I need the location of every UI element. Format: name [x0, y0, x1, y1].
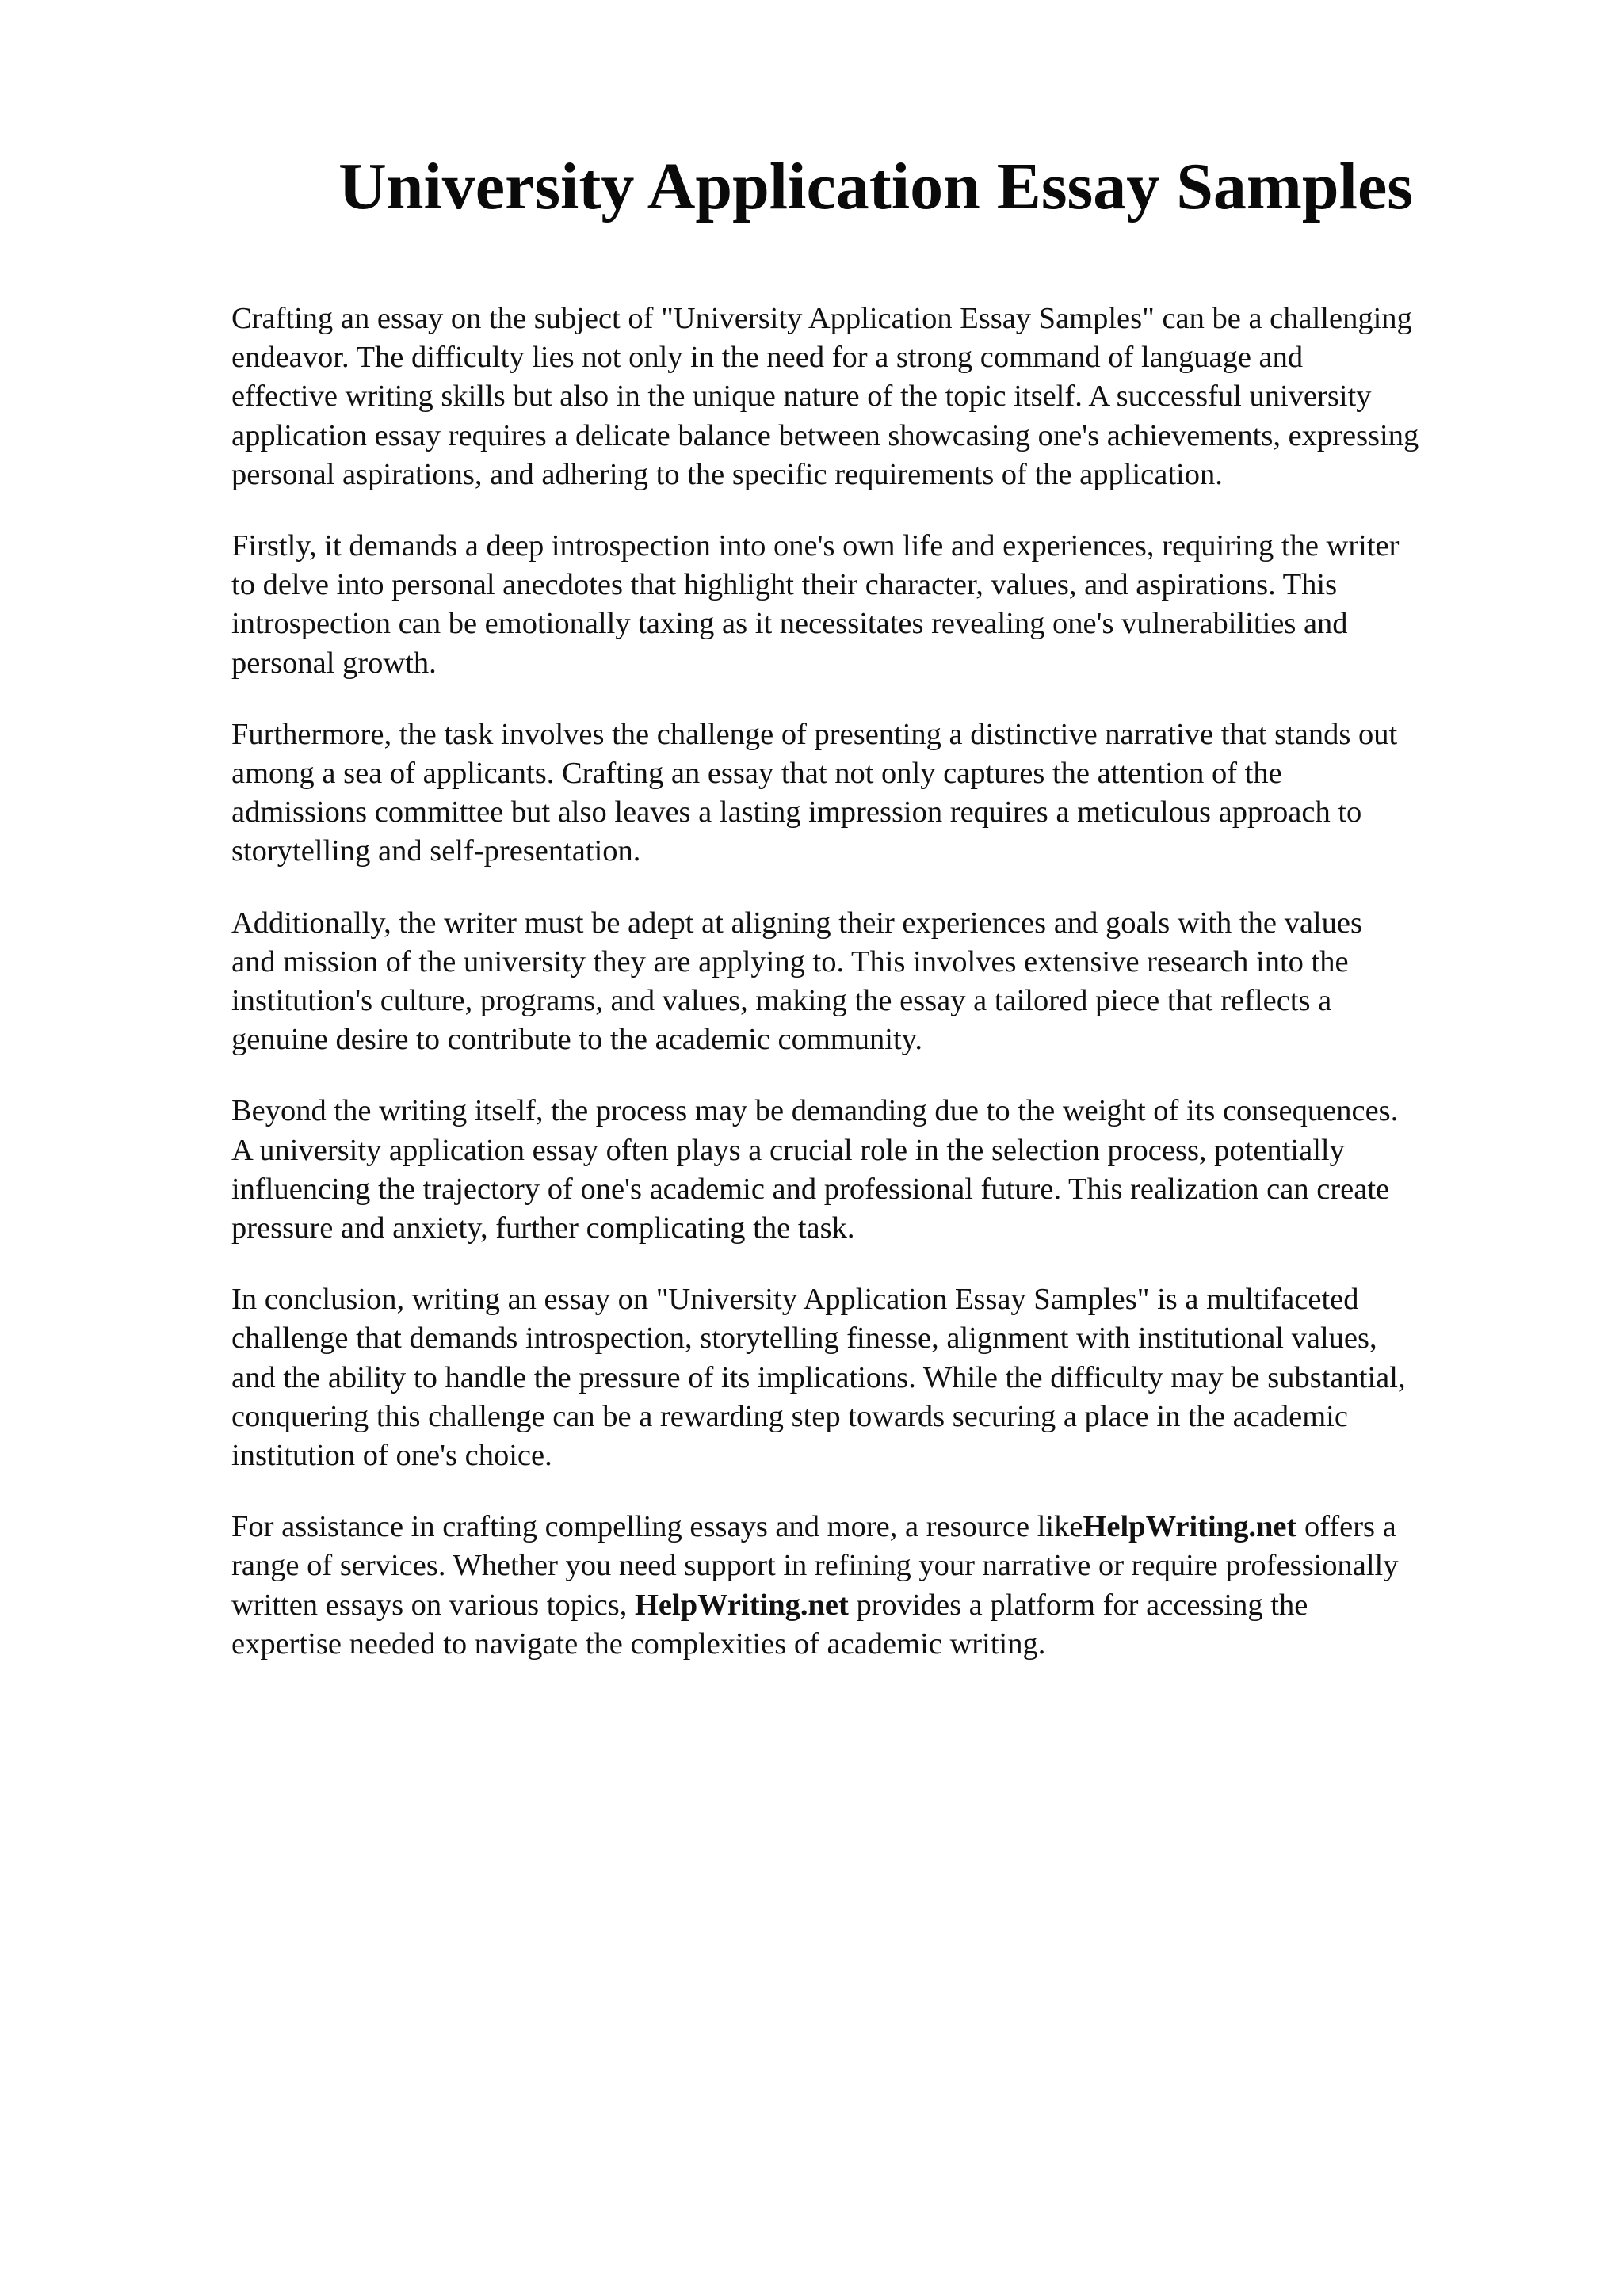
paragraph-line: to delve into personal anecdotes that highlight their character, values, and aspirations. This — [231, 568, 1338, 602]
document-body — [231, 299, 1499, 1696]
paragraph-line: application essay requires a delicate balance between showcasing one's achievements, expressing — [231, 418, 1419, 452]
closing-text: written essays on various topics, — [231, 1588, 635, 1622]
paragraph-line: Furthermore, the task involves the challenge of presenting a distinctive narrative that stands out — [231, 717, 1398, 751]
paragraph-line: challenge that demands introspection, storytelling finesse, alignment with institutional values, — [231, 1322, 1377, 1356]
paragraph-line: introspection can be emotionally taxing as it necessitates revealing one's vulnerabilities and — [231, 607, 1348, 641]
document-title: University Application Essay Samples — [338, 150, 1413, 223]
body-paragraph — [231, 1092, 1499, 1248]
paragraph-line: Additionally, the writer must be adept at aligning their experiences and goals with the values — [231, 906, 1362, 940]
paragraph-line: personal growth. — [231, 646, 437, 680]
closing-paragraph — [231, 1508, 1499, 1664]
paragraph-line: pressure and anxiety, further complicating the task. — [231, 1211, 855, 1245]
body-paragraph — [231, 1280, 1499, 1475]
paragraph-line: Firstly, it demands a deep introspection into one's own life and experiences, requiring the writer — [231, 529, 1400, 563]
paragraph-line — [231, 1586, 1499, 1625]
paragraph-line — [231, 1508, 1499, 1547]
paragraph-line: storytelling and self-presentation. — [231, 834, 641, 868]
closing-text: offers a — [1296, 1510, 1396, 1544]
body-paragraph — [231, 299, 1499, 494]
paragraph-line: endeavor. The difficulty lies not only in the need for a strong command of language and — [231, 341, 1304, 375]
paragraph-line: institution of one's choice. — [231, 1439, 552, 1473]
body-paragraph — [231, 715, 1499, 871]
paragraph-line: range of services. Whether you need support in refining your narrative or require professionally — [231, 1549, 1399, 1583]
paragraph-line: among a sea of applicants. Crafting an essay that not only captures the attention of the — [231, 757, 1282, 791]
body-paragraph — [231, 904, 1499, 1060]
paragraph-line: admissions committee but also leaves a lasting impression requires a meticulous approach to — [231, 795, 1362, 830]
paragraph-line: genuine desire to contribute to the academic community. — [231, 1023, 923, 1057]
paragraph-line: conquering this challenge can be a rewarding step towards securing a place in the academic — [231, 1399, 1348, 1433]
brand-name: HelpWriting.net — [634, 1588, 849, 1622]
paragraph-line: effective writing skills but also in the unique nature of the topic itself. A successful university — [231, 379, 1372, 414]
paragraph-line: influencing the trajectory of one's academic and professional future. This realization can create — [231, 1172, 1390, 1206]
closing-text: For assistance in crafting compelling essays and more, a resource like — [231, 1510, 1083, 1544]
paragraph-line: and the ability to handle the pressure of its implications. While the difficulty may be substantial, — [231, 1360, 1406, 1394]
body-paragraph — [231, 527, 1499, 683]
brand-name: HelpWriting.net — [1083, 1510, 1297, 1544]
paragraph-line: A university application essay often plays a crucial role in the selection process, potentially — [231, 1133, 1345, 1167]
paragraph-line: Crafting an essay on the subject of "University Application Essay Samples" can be a challenging — [231, 302, 1412, 335]
paragraph-line: personal aspirations, and adhering to the specific requirements of the application. — [231, 457, 1223, 491]
paragraph-line: In conclusion, writing an essay on "University Application Essay Samples" is a multifaceted — [231, 1283, 1359, 1317]
paragraph-line: Beyond the writing itself, the process may be demanding due to the weight of its consequences. — [231, 1094, 1399, 1128]
paragraph-line: institution's culture, programs, and values, making the essay a tailored piece that reflects a — [231, 984, 1332, 1018]
paragraph-line: and mission of the university they are applying to. This involves extensive research into the — [231, 944, 1349, 978]
closing-text: provides a platform for accessing the — [848, 1588, 1308, 1622]
paragraph-line: expertise needed to navigate the complexities of academic writing. — [231, 1627, 1046, 1661]
